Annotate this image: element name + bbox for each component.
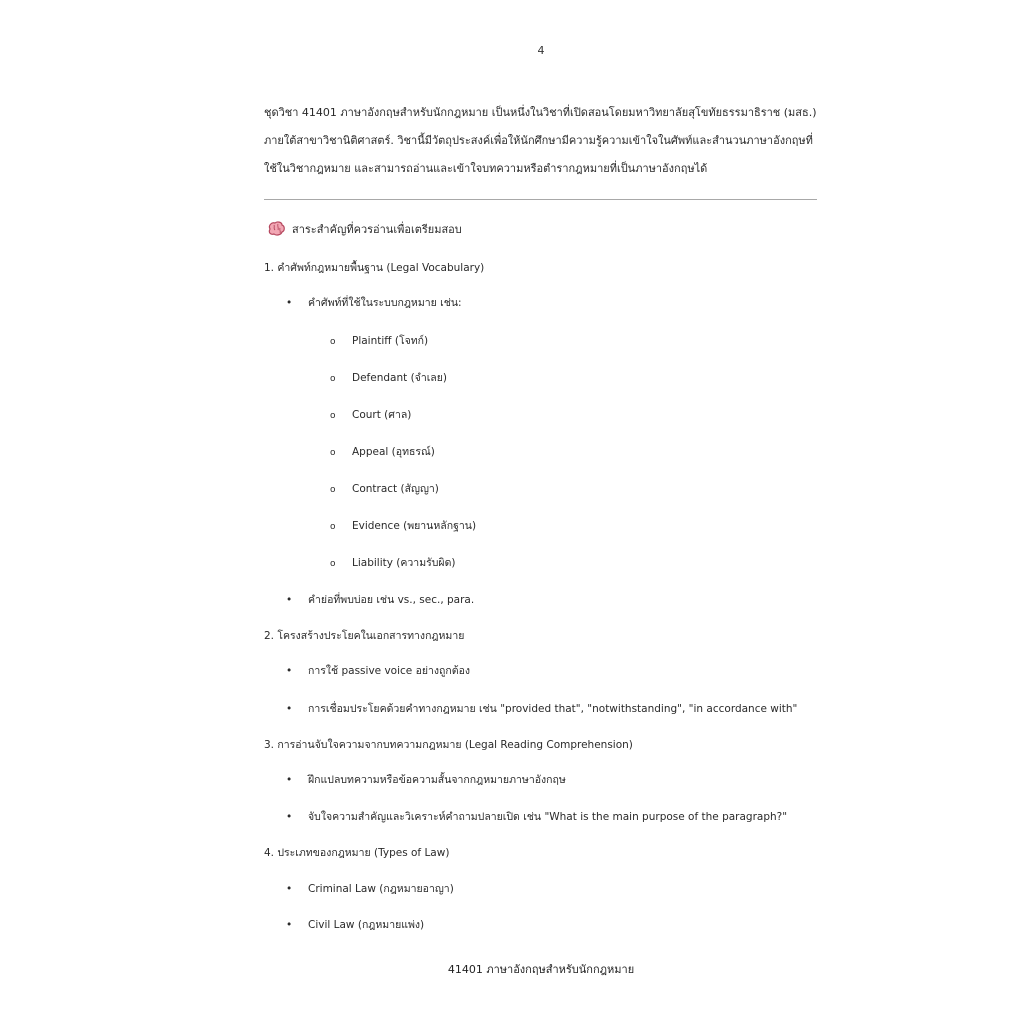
list-item: [330, 369, 447, 386]
intro-line: ใช้ในวิชากฎหมาย และสามารถอ่านและเข้าใจบทความหรือตำรากฎหมายที่เป็นภาษาอังกฤษได้: [264, 162, 708, 175]
outline-text: Contract (สัญญา): [352, 483, 439, 495]
list-item: [330, 517, 476, 534]
page-footer: 41401 ภาษาอังกฤษสำหรับนักกฎหมาย: [447, 963, 635, 976]
bullet-marker: o: [330, 485, 336, 495]
page-number: 4: [537, 44, 545, 57]
list-item: [330, 332, 428, 349]
list-item: [286, 591, 474, 608]
list-item: [330, 480, 439, 497]
list-item: [286, 808, 787, 825]
list-item: [286, 880, 454, 897]
outline-text: คำย่อที่พบบ่อย เช่น vs., sec., para.: [308, 594, 475, 606]
outline-text: Appeal (อุทธรณ์): [352, 446, 435, 458]
brain-icon: [266, 220, 286, 238]
outline-text: Civil Law (กฎหมายแพ่ง): [308, 919, 425, 931]
outline-text: ฝึกแปลบทความหรือข้อความสั้นจากกฎหมายภาษาอังกฤษ: [308, 774, 566, 786]
bullet-marker: •: [286, 594, 293, 606]
outline-text: Plaintiff (โจทก์): [352, 335, 429, 347]
outline-text: Court (ศาล): [352, 409, 412, 421]
bullet-marker: o: [330, 337, 336, 347]
bullet-marker: •: [286, 811, 293, 823]
list-item: [286, 294, 462, 311]
intro-paragraph: [264, 99, 820, 183]
outline-text: Criminal Law (กฎหมายอาญา): [308, 883, 454, 895]
outline-heading: [264, 736, 633, 753]
bullet-marker: •: [286, 297, 293, 309]
list-item: [330, 554, 456, 571]
outline-text: 3. การอ่านจับใจความจากบทความกฎหมาย (Legal Reading Comprehension): [264, 739, 633, 751]
bullet-marker: •: [286, 774, 293, 786]
list-item: [286, 771, 566, 788]
outline-text: Defendant (จำเลย): [352, 372, 447, 384]
bullet-marker: •: [286, 883, 293, 895]
bullet-marker: •: [286, 703, 293, 715]
outline-text: คำศัพท์ที่ใช้ในระบบกฎหมาย เช่น:: [308, 297, 462, 309]
list-item: [330, 406, 411, 423]
section-heading-text: สาระสำคัญที่ควรอ่านเพื่อเตรียมสอบ: [292, 223, 462, 236]
list-item: [286, 700, 797, 717]
outline-text: 1. คำศัพท์กฎหมายพื้นฐาน (Legal Vocabulary): [264, 262, 485, 274]
bullet-marker: o: [330, 448, 336, 458]
section-heading: [266, 220, 462, 238]
outline-text: 2. โครงสร้างประโยคในเอกสารทางกฎหมาย: [264, 630, 465, 642]
bullet-marker: o: [330, 374, 336, 384]
outline-text: Evidence (พยานหลักฐาน): [352, 520, 477, 532]
outline-heading: [264, 627, 464, 644]
bullet-marker: o: [330, 522, 336, 532]
bullet-marker: o: [330, 559, 336, 569]
outline-text: Liability (ความรับผิด): [352, 557, 456, 569]
outline-text: จับใจความสำคัญและวิเคราะห์คำถามปลายเปิด เช่น "What is the main purpose of the paragraph?": [308, 811, 788, 823]
outline-text: การใช้ passive voice อย่างถูกต้อง: [308, 665, 471, 677]
list-item: [286, 916, 424, 933]
outline-heading: [264, 844, 449, 861]
horizontal-divider: [264, 199, 817, 200]
outline-text: 4. ประเภทของกฎหมาย (Types of Law): [264, 847, 450, 859]
outline-heading: [264, 259, 484, 276]
bullet-marker: o: [330, 411, 336, 421]
intro-line: ภายใต้สาขาวิชานิติศาสตร์. วิชานี้มีวัตถุประสงค์เพื่อให้นักศึกษามีความรู้ความเข้าใจในศัพท์และสำนวนภาษาอังกฤษที่: [264, 134, 813, 147]
bullet-marker: •: [286, 919, 293, 931]
bullet-marker: •: [286, 665, 293, 677]
list-item: [286, 662, 470, 679]
list-item: [330, 443, 435, 460]
intro-line: ชุดวิชา 41401 ภาษาอังกฤษสำหรับนักกฎหมาย เป็นหนึ่งในวิชาที่เปิดสอนโดยมหาวิทยาลัยสุโขทัยธรรมาธิราช (มสธ.): [264, 106, 817, 119]
outline-text: การเชื่อมประโยคด้วยคำทางกฎหมาย เช่น "provided that", "notwithstanding", "in accordance with": [308, 703, 798, 715]
